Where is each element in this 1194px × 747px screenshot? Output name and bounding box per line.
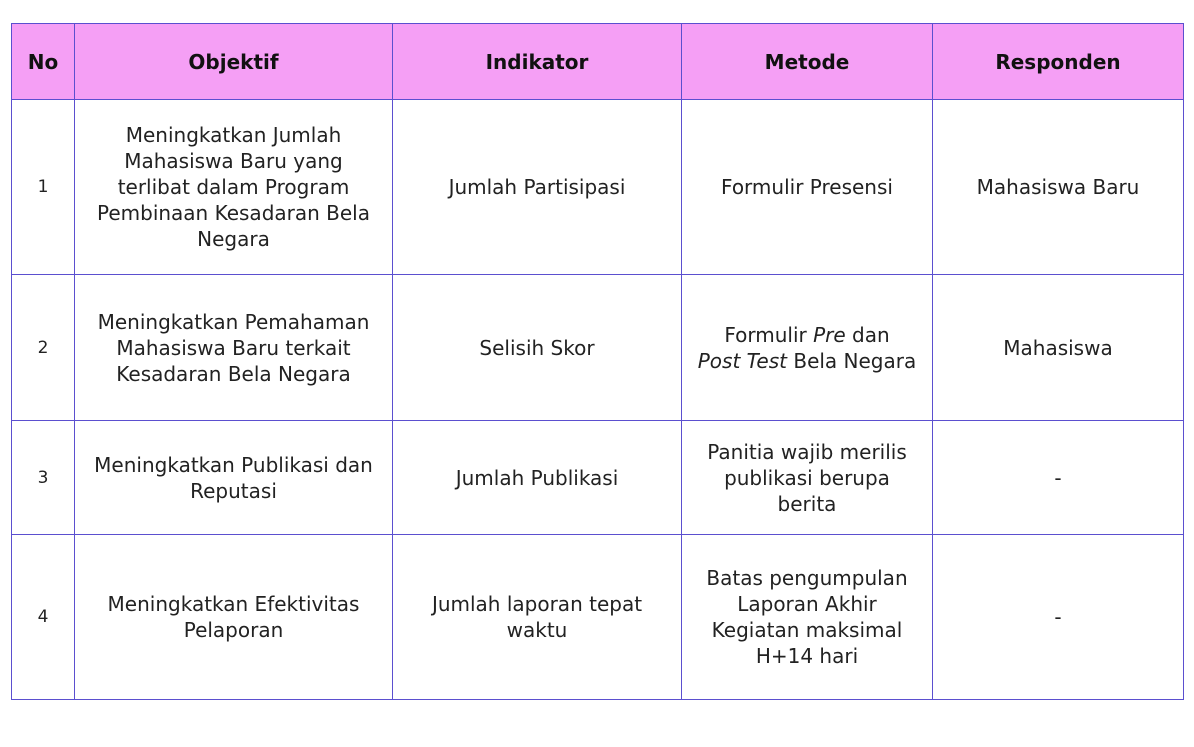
cell-indikator: Selisih Skor	[393, 275, 682, 421]
header-row	[12, 24, 1184, 100]
table-row	[12, 535, 1184, 700]
metode-italic-pre: Pre	[813, 322, 846, 347]
header-no: No	[12, 24, 75, 100]
header-metode: Metode	[682, 24, 933, 100]
cell-metode	[682, 275, 933, 421]
cell-objektif: Meningkatkan Jumlah Mahasiswa Baru yang terlibat dalam Program Pembinaan Kesadaran Bela Negara	[75, 100, 393, 275]
metode-text: Formulir	[724, 322, 814, 347]
header-objektif: Objektif	[75, 24, 393, 100]
metode-text: dan	[845, 322, 890, 347]
cell-metode: Panitia wajib merilis publikasi berupa berita	[682, 421, 933, 535]
table-container	[11, 23, 1183, 700]
metode-text: Bela Negara	[786, 348, 917, 373]
cell-no: 2	[12, 275, 75, 421]
table-row	[12, 275, 1184, 421]
cell-responden: Mahasiswa Baru	[933, 100, 1184, 275]
cell-indikator: Jumlah Partisipasi	[393, 100, 682, 275]
cell-no: 1	[12, 100, 75, 275]
cell-metode: Formulir Presensi	[682, 100, 933, 275]
cell-objektif: Meningkatkan Efektivitas Pelaporan	[75, 535, 393, 700]
table-row	[12, 100, 1184, 275]
cell-responden: -	[933, 421, 1184, 535]
cell-objektif: Meningkatkan Publikasi dan Reputasi	[75, 421, 393, 535]
header-responden: Responden	[933, 24, 1184, 100]
cell-no: 4	[12, 535, 75, 700]
table-row	[12, 421, 1184, 535]
cell-indikator: Jumlah Publikasi	[393, 421, 682, 535]
objectives-table	[11, 23, 1184, 700]
cell-indikator: Jumlah laporan tepat waktu	[393, 535, 682, 700]
cell-responden: -	[933, 535, 1184, 700]
metode-italic-post-test: Post Test	[697, 348, 787, 373]
cell-no: 3	[12, 421, 75, 535]
cell-metode: Batas pengumpulan Laporan Akhir Kegiatan maksimal H+14 hari	[682, 535, 933, 700]
cell-objektif: Meningkatkan Pemahaman Mahasiswa Baru terkait Kesadaran Bela Negara	[75, 275, 393, 421]
cell-responden: Mahasiswa	[933, 275, 1184, 421]
header-indikator: Indikator	[393, 24, 682, 100]
